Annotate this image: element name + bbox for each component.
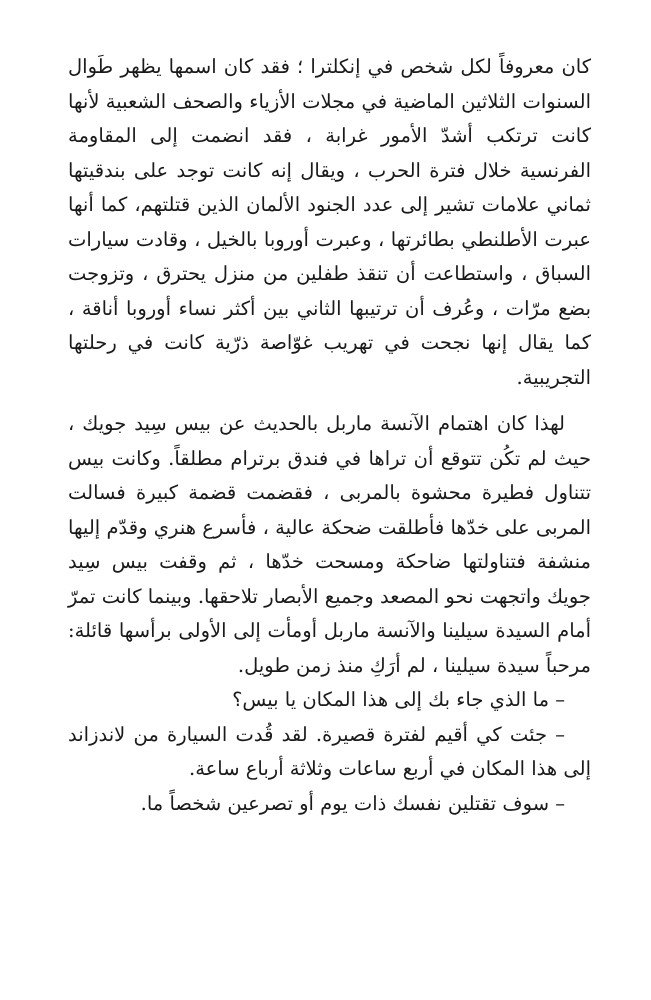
book-page — [68, 50, 591, 821]
dialogue-line-1: – ما الذي جاء بك إلى هذا المكان يا بيس؟ — [232, 688, 565, 711]
paragraph-1: كان معروفاً لكل شخص في إنكلترا ؛ فقد كان اسمها يظهر طَوال السنوات الثلاثين الماضية في مجلات الأزياء والصحف الشعبية لأنها كانت ترتكب أشدّ الأمور غرابة ، فقد انضمت إلى المقاومة الفرنسية خلال فترة الحرب ، ويقال إنه كانت توجد على بندقيتها ثماني علامات تشير إلى عدد الجنود الألمان الذين قتلتهم، كما أنها عبرت الأطلنطي بطائرتها ، وعبرت أوروبا بالخيل ، وقادت سيارات السباق ، واستطاعت أن تنقذ طفلين من منزل يحترق ، وتزوجت بضع مرّات ، وعُرف أن ترتيبها الثاني بين أكثر نساء أوروبا أناقة ، كما يقال إنها نجحت في تهريب غوّاصة ذرّية كانت في رحلتها التجريبية. — [68, 55, 591, 389]
dialogue-line-3: – سوف تقتلين نفسك ذات يوم أو تصرعين شخصاً ما. — [140, 791, 565, 815]
paragraph-2: لهذا كان اهتمام الآنسة ماربل بالحديث عن بيس سِيد جويك ، حيث لم تكُن تتوقع أن تراها في فندق برترام مطلقاً. وكانت بيس تتناول فطيرة محشوة بالمربى ، فقضمت قضمة كبيرة فسالت المربى على خدّها فأطلقت ضحكة عالية ، فأسرع هنري وقدّم إليها منشفة فتناولتها ضاحكة ومسحت خدّها ، ثم وقفت بيس سِيد جويك واتجهت نحو المصعد وجميع الأبصار تلاحقها. وبينما كانت تمرّ أمام السيدة سيلينا والآنسة ماربل أومأت إلى الأولى برأسها قائلة: مرحباً سيدة سيلينا ، لم أرَكِ منذ زمن طويل. — [68, 412, 591, 677]
dialogue-line-2: – جئت كي أقيم لفترة قصيرة. لقد قُدت السيارة من لاندزاند إلى هذا المكان في أربع ساعات وثلاثة أرباع ساعة. — [68, 722, 591, 780]
